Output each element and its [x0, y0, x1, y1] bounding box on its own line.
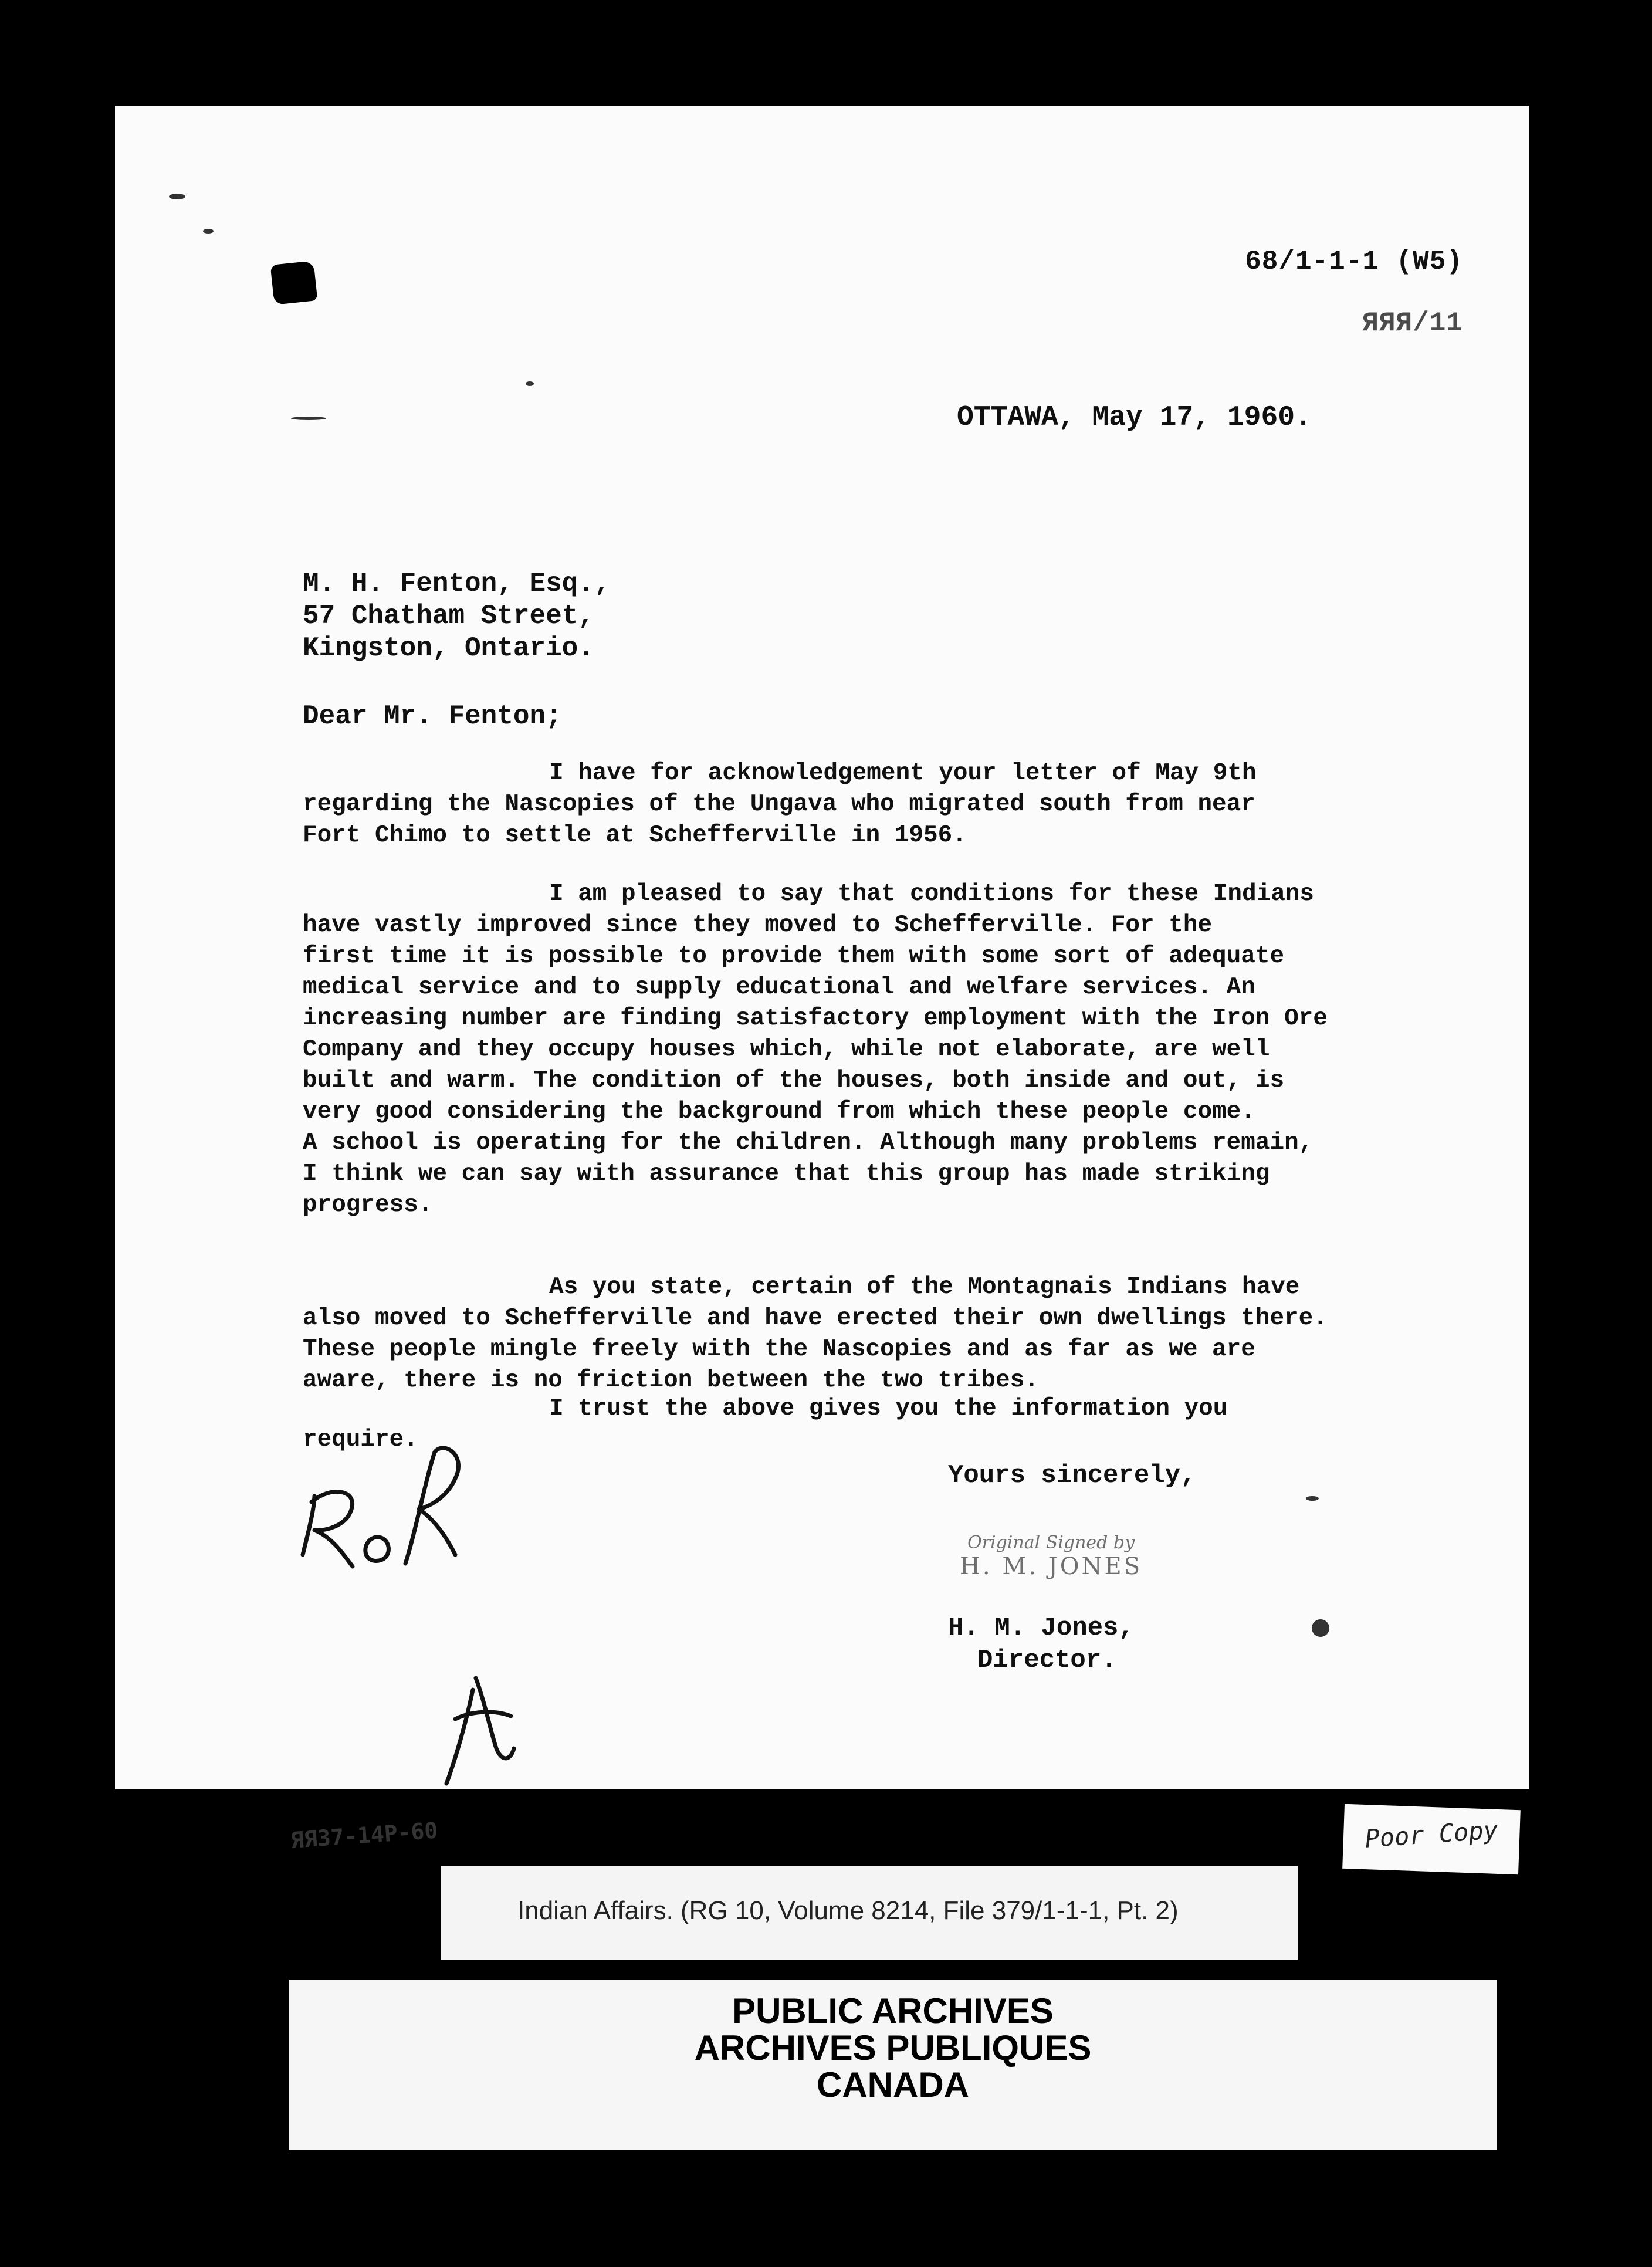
speck [1312, 1619, 1329, 1637]
body-paragraph: As you state, certain of the Montagnais Indians have also moved to Schefferville and have erected their own dwellings there. These people mingle freely with the Nascopies and as far as we are aware, there is no friction between the two tribes. [303, 1274, 1328, 1394]
recipient-name: M. H. Fenton, Esq., [303, 569, 611, 599]
handwritten-initials [279, 1443, 643, 1854]
citation-label [441, 1866, 1298, 1960]
body-paragraph: I have for acknowledgement your letter of May 9th regarding the Nascopies of the Ungava who migrated south from near Fort Chimo to settle at Schefferville in 1956. [303, 760, 1257, 849]
speck [1306, 1496, 1319, 1501]
recipient-street: 57 Chatham Street, [303, 601, 594, 631]
poor-copy-text: Poor Copy [1363, 1815, 1499, 1853]
stamp-line: Original Signed by [967, 1532, 1135, 1553]
salutation: Dear Mr. Fenton; [303, 701, 562, 732]
speck [169, 194, 185, 199]
handwritten-note: ЯЯ37-14P-60 [289, 1817, 439, 1853]
file-reference-secondary: ЯЯЯ/11 [1362, 308, 1463, 339]
signature-stamp [960, 1531, 1142, 1578]
archives-line: PUBLIC ARCHIVES [732, 1991, 1054, 2031]
archives-line: CANADA [817, 2065, 969, 2104]
stamp-line: H. M. JONES [960, 1553, 1143, 1580]
date-line: OTTAWA, May 17, 1960. [957, 402, 1312, 434]
ink-blot [270, 260, 318, 304]
speck [526, 381, 534, 386]
archives-line: ARCHIVES PUBLIQUES [694, 2028, 1092, 2068]
file-reference: 68/1-1-1 (W5) [1245, 246, 1463, 277]
body-paragraph: I am pleased to say that conditions for these Indians have vastly improved since they moved to Schefferville. For the first time it is possible to provide them with some sort of adequate medical service and to supply educational and welfare services. An increasing number are finding satisfactory employment with the Iron Ore Company and they occupy houses which, while not elaborate, are well built and warm. The condition of the houses, both inside and out, is very good considering the background from which these people come. A school is operating for the children. Although many problems remain, I think we can say with assurance that this group has made striking progress. [303, 881, 1328, 1219]
body-paragraph: I trust the above gives you the information you require. [303, 1395, 1228, 1453]
archives-label [289, 1980, 1497, 2150]
speck [291, 417, 326, 420]
closing: Yours sincerely, [948, 1461, 1196, 1490]
signer-name: H. M. Jones, [948, 1613, 1134, 1643]
poor-copy-label [1342, 1804, 1521, 1874]
signer-title: Director. [977, 1646, 1117, 1675]
citation-text: Indian Affairs. (RG 10, Volume 8214, File 379/1-1-1, Pt. 2) [517, 1896, 1179, 1925]
recipient-city: Kingston, Ontario. [303, 633, 594, 664]
speck [203, 229, 214, 234]
